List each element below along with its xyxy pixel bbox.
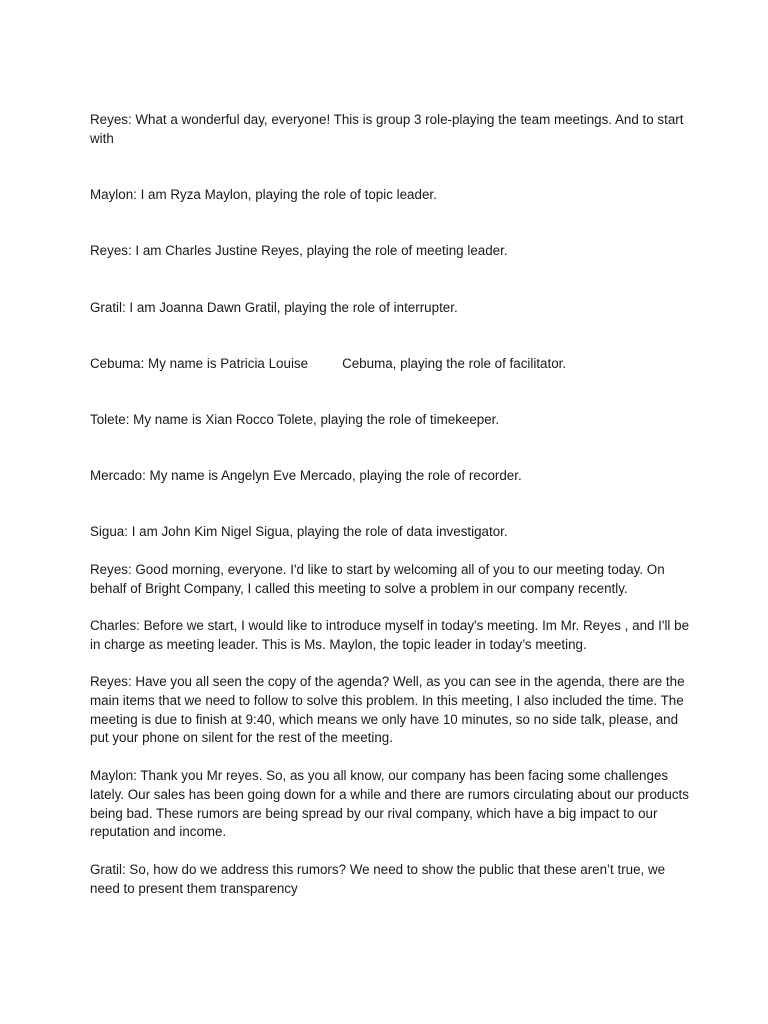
paragraph-gratil-rumors: Gratil: So, how do we address this rumors? We need to show the public that these aren’t true, we need to present them transparency <box>90 862 666 896</box>
paragraph-reyes-welcome: Reyes: Good morning, everyone. I'd like to start by welcoming all of you to our meeting today. On behalf of Bright Company, I called this meeting to solve a problem in our company recently. <box>90 562 665 596</box>
paragraph-sigua-role: Sigua: I am John Kim Nigel Sigua, playing the role of data investigator. <box>90 524 508 539</box>
paragraph-gratil-role: Gratil: I am Joanna Dawn Gratil, playing the role of interrupter. <box>90 300 458 315</box>
paragraph-tolete-role: Tolete: My name is Xian Rocco Tolete, playing the role of timekeeper. <box>90 412 500 427</box>
paragraph-mercado-role: Mercado: My name is Angelyn Eve Mercado, playing the role of recorder. <box>90 468 522 483</box>
paragraph-reyes-agenda: Reyes: Have you all seen the copy of the agenda? Well, as you can see in the agenda, there are the main items that we need to follow to solve this problem. In this meeting, I also included the time. The meeting is due to finish at 9:40, which means we only have 10 minutes, so no side talk, please, and put your phone on silent for the rest of the meeting. <box>90 674 685 746</box>
paragraph-maylon-challenges: Maylon: Thank you Mr reyes. So, as you all know, our company has been facing some challenges lately. Our sales has been going down for a while and there are rumors circulating about our products being bad. These rumors are being spread by our rival company, which have a big impact to our reputation and income. <box>90 768 689 840</box>
cebuma-line-part2: Cebuma, playing the role of facilitator. <box>342 356 567 371</box>
paragraph-reyes-role: Reyes: I am Charles Justine Reyes, playing the role of meeting leader. <box>90 243 508 258</box>
cebuma-line-part1: Cebuma: My name is Patricia Louise <box>90 356 309 371</box>
paragraph-charles-intro: Charles: Before we start, I would like to introduce myself in today's meeting. Im Mr. Reyes , and I'll be in charge as meeting leader. This is Ms. Maylon, the topic leader in today’s meeting. <box>90 618 690 652</box>
paragraph-cebuma-role <box>90 355 690 374</box>
paragraph-maylon-role: Maylon: I am Ryza Maylon, playing the role of topic leader. <box>90 187 437 202</box>
paragraph-reyes-intro: Reyes: What a wonderful day, everyone! This is group 3 role-playing the team meetings. And to start with <box>90 112 684 146</box>
